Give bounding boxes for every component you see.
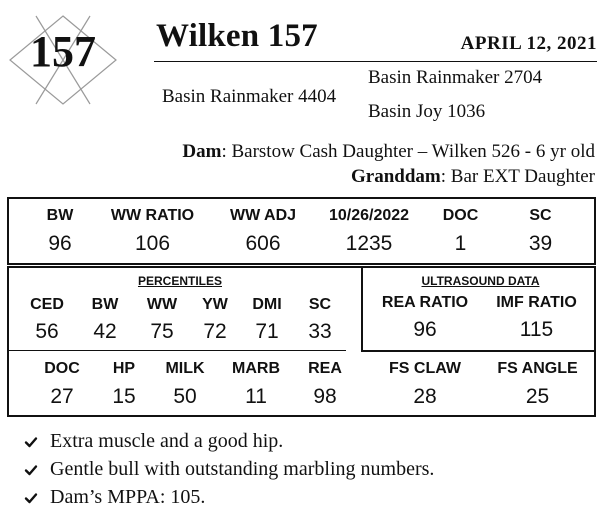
dam-value: : Barstow Cash Daughter – Wilken 526 - 6 yr old xyxy=(221,141,595,162)
feet-value: 25 xyxy=(525,385,550,408)
dam-line xyxy=(182,141,595,163)
stat-value: 39 xyxy=(528,232,553,255)
percentile-label: DMI xyxy=(252,296,282,313)
percentile-label: REA xyxy=(308,360,342,377)
percentiles-divider xyxy=(8,350,346,351)
feet-value: 28 xyxy=(413,385,437,408)
lot-number: 157 xyxy=(30,27,96,76)
percentile-label: CED xyxy=(30,296,64,313)
sire-sire-name: Basin Rainmaker 2704 xyxy=(368,67,543,88)
stat-label: SC xyxy=(529,207,552,224)
percentile-value: 42 xyxy=(93,320,117,343)
percentile-label: WW xyxy=(146,296,178,313)
percentile-value: 15 xyxy=(112,385,136,408)
stat-label: 10/26/2022 xyxy=(328,207,410,224)
note-text: Dam’s MPPA: 105. xyxy=(50,486,206,508)
title-rule xyxy=(154,61,597,62)
checkmark-icon xyxy=(24,430,50,453)
percentile-value: 11 xyxy=(245,385,267,408)
birth-date: APRIL 12, 2021 xyxy=(460,33,597,54)
sire-name: Basin Rainmaker 4404 xyxy=(162,86,337,107)
stat-value: 606 xyxy=(245,232,281,255)
stat-value: 1235 xyxy=(345,232,393,255)
percentile-value: 98 xyxy=(313,385,337,408)
percentile-label: MILK xyxy=(165,360,205,377)
percentile-value: 50 xyxy=(173,385,197,408)
percentile-label: YW xyxy=(202,296,228,313)
percentile-value: 71 xyxy=(255,320,279,343)
stat-label: WW ADJ xyxy=(229,207,297,224)
stat-value: 106 xyxy=(134,232,171,255)
ultrasound-value: 96 xyxy=(413,318,437,341)
checkmark-icon xyxy=(24,458,50,481)
note-text: Gentle bull with outstanding marbling numbers. xyxy=(50,458,435,480)
checkmark-icon xyxy=(24,486,50,509)
percentile-label: DOC xyxy=(44,360,80,377)
granddam-value: : Bar EXT Daughter xyxy=(440,166,595,187)
percentile-label: SC xyxy=(308,296,332,313)
note-item xyxy=(24,486,205,509)
ultrasound-label: IMF RATIO xyxy=(496,294,577,311)
percentile-value: 27 xyxy=(50,385,74,408)
feet-label: FS CLAW xyxy=(389,360,461,377)
feet-label: FS ANGLE xyxy=(497,360,578,377)
stat-value: 1 xyxy=(454,232,467,255)
stat-label: DOC xyxy=(442,207,479,224)
granddam-label: Granddam xyxy=(351,166,441,187)
stat-label: WW RATIO xyxy=(110,207,195,224)
ultrasound-title: ULTRASOUND DATA xyxy=(421,274,540,288)
percentile-label: MARB xyxy=(232,360,280,377)
note-item xyxy=(24,430,283,453)
sire-dam-name: Basin Joy 1036 xyxy=(368,101,486,122)
percentile-value: 56 xyxy=(35,320,59,343)
percentiles-title: PERCENTILES xyxy=(137,274,222,288)
ultrasound-label: REA RATIO xyxy=(381,294,469,311)
animal-name: Wilken 157 xyxy=(156,18,318,54)
note-item xyxy=(24,458,434,481)
dam-label: Dam xyxy=(182,141,222,162)
note-text: Extra muscle and a good hip. xyxy=(50,430,284,452)
percentile-label: BW xyxy=(91,296,119,313)
stat-label: BW xyxy=(46,207,74,224)
ultrasound-value: 115 xyxy=(519,318,554,341)
granddam-line xyxy=(351,166,595,188)
percentile-value: 33 xyxy=(308,320,332,343)
percentile-value: 72 xyxy=(203,320,227,343)
stat-value: 96 xyxy=(48,232,72,255)
percentile-label: HP xyxy=(112,360,136,377)
percentile-value: 75 xyxy=(150,320,174,343)
